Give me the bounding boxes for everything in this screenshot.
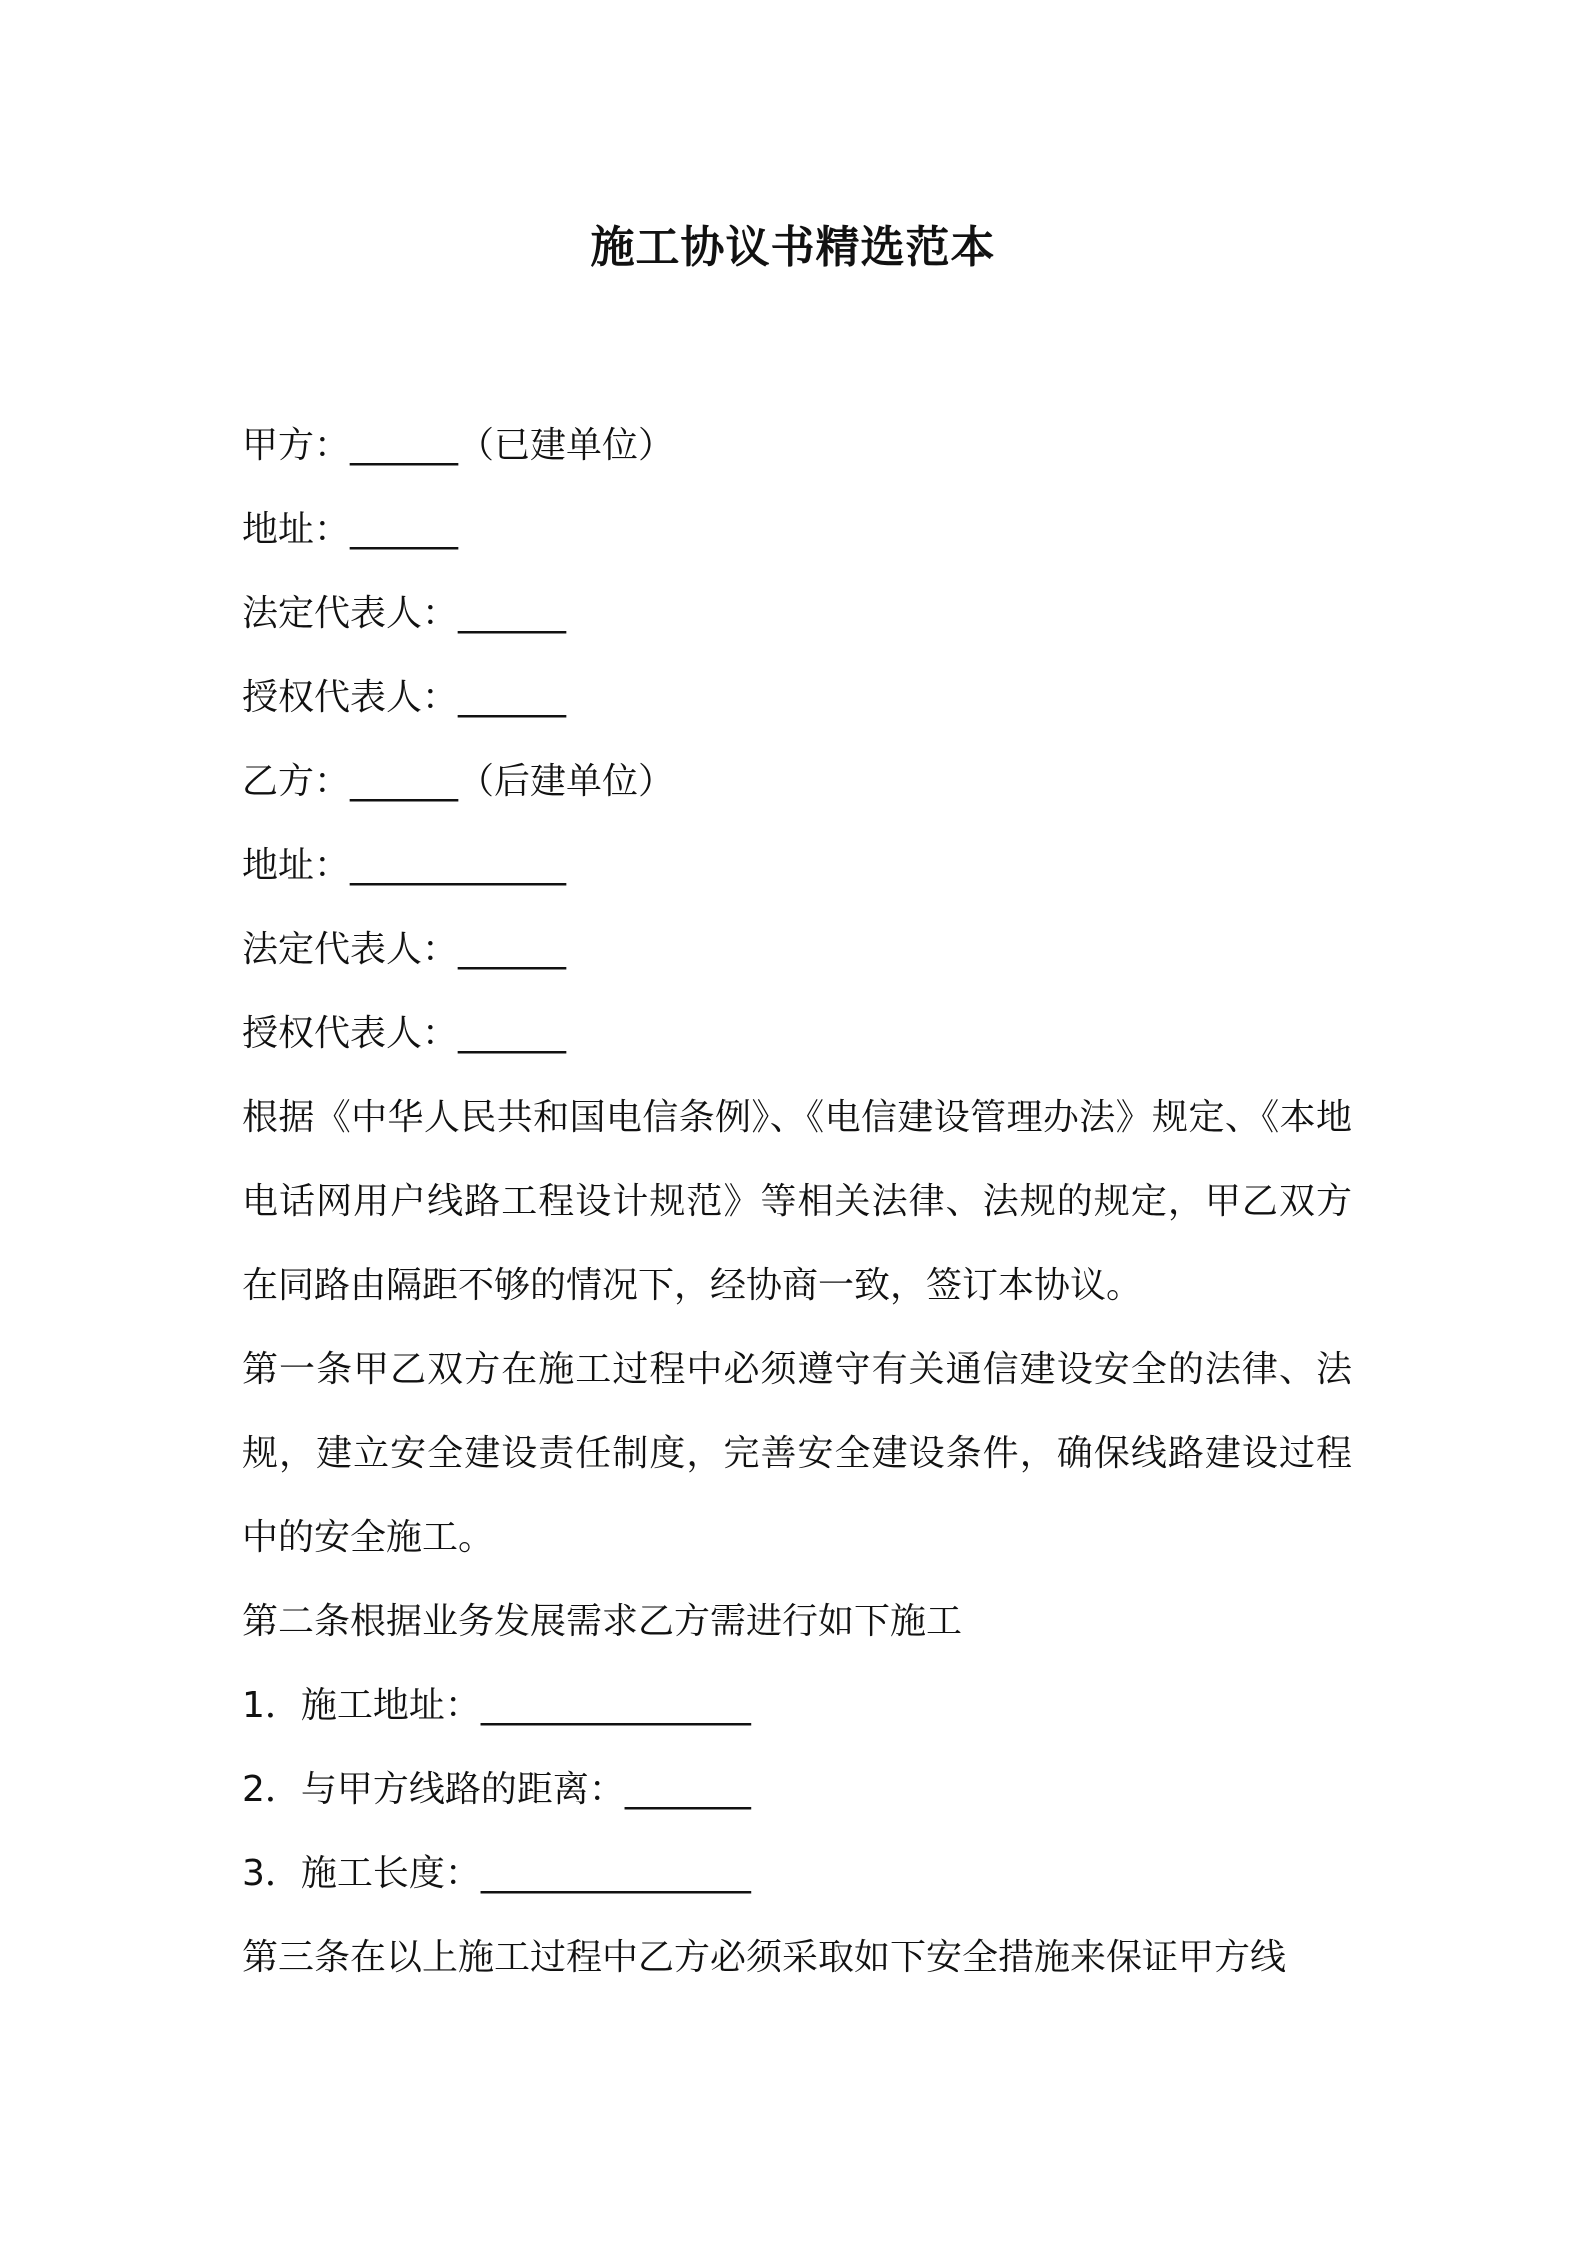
article-2-item-distance: 2．与甲方线路的距离：_______	[242, 1769, 751, 1810]
party-a-authorized-representative: 授权代表人：______	[242, 677, 567, 718]
article-2-item-construction-address: 1．施工地址：_______________	[242, 1685, 751, 1726]
party-b-legal-representative: 法定代表人：______	[242, 929, 567, 970]
article-2-heading: 第二条根据业务发展需求乙方需进行如下施工	[242, 1601, 963, 1642]
party-a-name: 甲方：______（已建单位）	[242, 425, 675, 466]
document-title: 施工协议书精选范本	[590, 222, 996, 273]
party-a-address: 地址：______	[242, 509, 459, 550]
article-3-paragraph: 第三条在以上施工过程中乙方必须采取如下安全措施来保证甲方线	[242, 1937, 1287, 1978]
article-1-paragraph: 第一条甲乙双方在施工过程中必须遵守有关通信建设安全的法律、法规，建立安全建设责任制度，完善安全建设条件，确保线路建设过程中的安全施工。	[242, 1349, 1352, 1558]
party-a-legal-representative: 法定代表人：______	[242, 593, 567, 634]
party-b-address: 地址：____________	[242, 845, 567, 886]
party-b-authorized-representative: 授权代表人：______	[242, 1013, 567, 1054]
party-b-name: 乙方：______（后建单位）	[242, 761, 675, 802]
preamble-paragraph: 根据《中华人民共和国电信条例》、《电信建设管理办法》规定、《本地电话网用户线路工程设计规范》等相关法律、法规的规定，甲乙双方在同路由隔距不够的情况下，经协商一致，签订本协议。	[242, 1097, 1352, 1306]
document-body	[242, 404, 1352, 2000]
article-2-item-length: 3．施工长度：_______________	[242, 1853, 751, 1894]
